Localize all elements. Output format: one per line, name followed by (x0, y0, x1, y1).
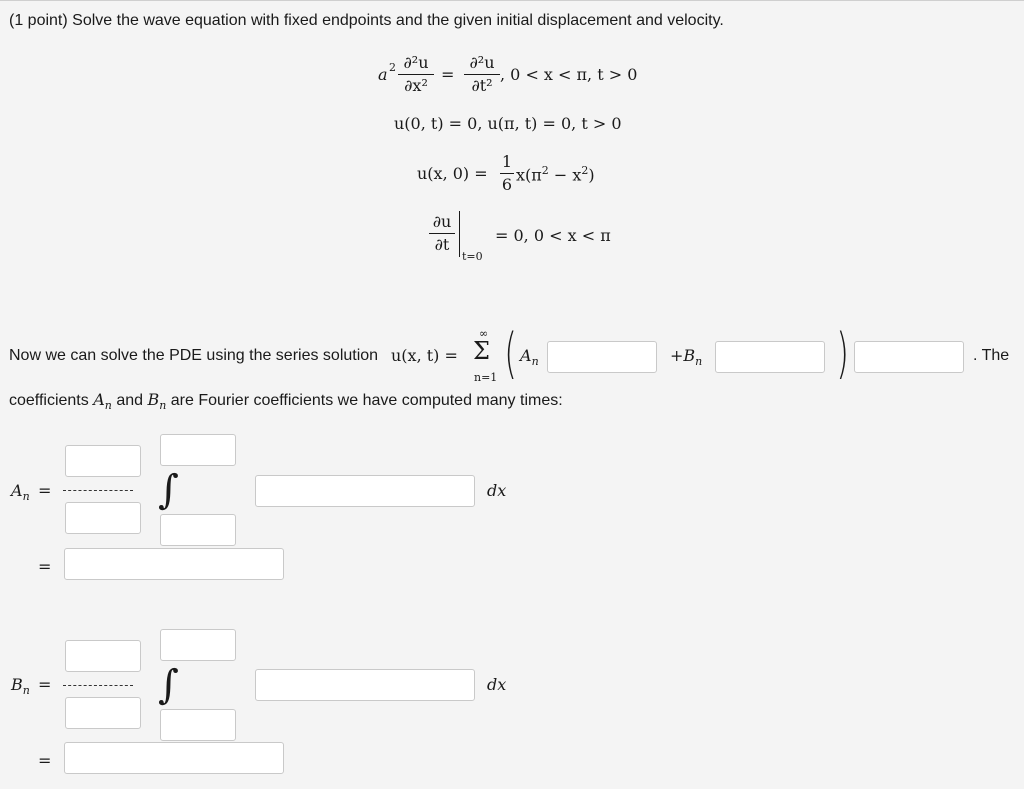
series-An-term-input[interactable] (547, 341, 657, 373)
ic1-fraction (500, 152, 514, 195)
boundary-conditions: u(0, t) = 0, u(π, t) = 0, t > 0 (394, 114, 622, 133)
sum-lower-limit: n=1 (474, 371, 498, 384)
Bn-result-equals: = (38, 751, 52, 770)
Bn-lower-limit-input[interactable] (160, 709, 236, 741)
An-upper-limit-input[interactable] (160, 434, 236, 466)
An-dx: dx (487, 481, 507, 500)
Bn-upper-limit-input[interactable] (160, 629, 236, 661)
series-An: $A_n$ (520, 346, 539, 369)
An-fraction-denominator-input[interactable] (65, 502, 141, 534)
ic1-lhs: u(x, 0) = (417, 164, 488, 183)
series-trail-text: . The (973, 347, 1010, 364)
An-fraction-bar (63, 490, 133, 491)
An-fraction-numerator-input[interactable] (65, 445, 141, 477)
An-integrand-input[interactable] (255, 475, 475, 507)
Bn-dx: dx (487, 675, 507, 694)
Bn-equals: = (38, 675, 52, 694)
An-lower-limit-input[interactable] (160, 514, 236, 546)
sum-upper-limit: ∞ (479, 327, 489, 340)
series-trailing-input[interactable] (854, 341, 964, 373)
Bn-fraction-numerator-input[interactable] (65, 640, 141, 672)
pde-coefficient-exponent: 2 (389, 61, 396, 74)
series-lead-text: Now we can solve the PDE using the series solution (9, 347, 379, 364)
Bn-result-input[interactable] (64, 742, 284, 774)
ic2-fraction (429, 212, 455, 255)
Bn-fraction-bar (63, 685, 133, 686)
pde-equals: = (441, 65, 455, 84)
An-result-equals: = (38, 557, 52, 576)
An-label: $A_n$ (11, 481, 30, 504)
pde-rhs-numerator: ∂²u (469, 53, 495, 72)
paren-open: ( (504, 322, 517, 385)
problem-text: Solve the wave equation with fixed endpoints and the given initial displacement and velocity. (72, 12, 724, 29)
Bn-integral-sign: ∫ (158, 662, 179, 708)
Bn-integrand-input[interactable] (255, 669, 475, 701)
An-integral-sign: ∫ (158, 467, 179, 513)
ic2-denominator: ∂t (434, 235, 450, 254)
problem-points: (1 point) (9, 12, 68, 29)
pde-domain: , 0 < x < π, t > 0 (500, 65, 638, 84)
pde-lhs-fraction (398, 53, 434, 96)
ic2-numerator: ∂u (432, 212, 452, 231)
pde-rhs-fraction (464, 53, 500, 96)
pde-lhs-denominator: ∂x² (404, 76, 428, 95)
evaluation-bar (459, 211, 460, 257)
Bn-fraction-denominator-input[interactable] (65, 697, 141, 729)
pde-rhs-denominator: ∂t² (471, 76, 493, 95)
ic1-rhs: $x(\pi^2 - x^2)$ (516, 164, 595, 185)
ic2-evaluation-point: t=0 (462, 250, 483, 263)
series-Bn-term-input[interactable] (715, 341, 825, 373)
An-result-input[interactable] (64, 548, 284, 580)
An-equals: = (38, 481, 52, 500)
coefficients-sentence: coefficients $A_n$ and $B_n$ are Fourier coefficients we have computed many times: (9, 390, 563, 413)
ic1-numerator: 1 (501, 152, 513, 171)
pde-lhs-numerator: ∂²u (403, 53, 429, 72)
Bn-label: $B_n$ (11, 675, 30, 698)
ic1-denominator: 6 (501, 175, 513, 194)
sum-symbol: Σ (473, 337, 490, 365)
series-u-lhs: u(x, t) = (391, 346, 458, 365)
pde-coefficient: a (378, 65, 388, 84)
paren-close: ) (836, 322, 849, 385)
series-Bn: $+B_n$ (670, 346, 703, 369)
problem-statement (9, 12, 724, 30)
ic2-rhs: = 0, 0 < x < π (495, 226, 611, 245)
